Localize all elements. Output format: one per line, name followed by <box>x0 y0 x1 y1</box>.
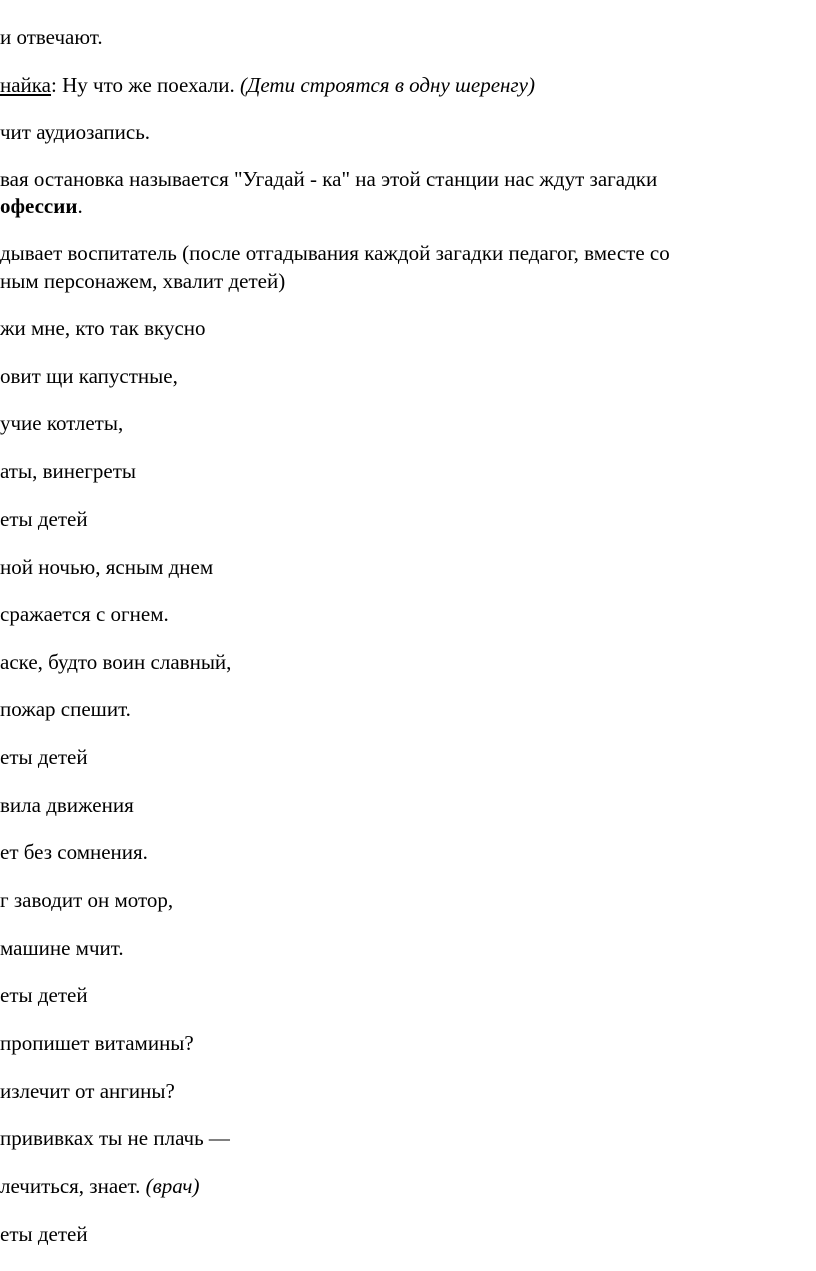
speaker-separator: : <box>51 73 63 97</box>
line-text: г заводит он мотор, <box>0 888 174 912</box>
line-text: аске, будто воин славный, <box>0 650 232 674</box>
text-line <box>0 269 285 293</box>
riddle-line <box>0 650 231 674</box>
answer-line <box>0 1222 88 1246</box>
answer-line <box>0 745 88 769</box>
line-text: ет без сомнения. <box>0 840 148 864</box>
line-text: ным персонажем, хвалит детей) <box>0 269 286 293</box>
riddle-line <box>0 1079 175 1103</box>
riddle-line <box>0 459 136 483</box>
riddle-line <box>0 1126 230 1150</box>
text-line <box>0 167 657 191</box>
line-text: машине мчит. <box>0 936 124 960</box>
speaker-line <box>0 73 535 97</box>
riddle-line <box>0 697 131 721</box>
answer-line <box>0 983 88 1007</box>
speaker-name: найка <box>0 73 52 97</box>
line-text: дывает воспитатель (после отгадывания каждой загадки педагог, вместе со <box>0 241 670 265</box>
riddle-line <box>0 555 213 579</box>
riddle-line <box>0 316 206 340</box>
line-text: сражается с огнем. <box>0 602 169 626</box>
line-text: ной ночью, ясным днем <box>0 555 214 579</box>
riddle-line <box>0 793 134 817</box>
text-line <box>0 194 83 218</box>
text-line <box>0 120 150 144</box>
line-text: еты детей <box>0 1222 88 1246</box>
riddle-line <box>0 840 148 864</box>
line-text: овит щи капустные, <box>0 364 178 388</box>
line-text: пропишет витамины? <box>0 1031 194 1055</box>
riddle-line <box>0 1174 199 1198</box>
line-text: жи мне, кто так вкусно <box>0 316 206 340</box>
line-text: вила движения <box>0 793 134 817</box>
text-line <box>0 241 670 265</box>
line-text: учие котлеты, <box>0 411 124 435</box>
bold-term: офессии <box>0 194 78 218</box>
line-text: прививках ты не плачь — <box>0 1126 230 1150</box>
riddle-line <box>0 888 173 912</box>
line-text: еты детей <box>0 745 88 769</box>
line-text: и отвечают. <box>0 25 103 49</box>
riddle-line <box>0 936 124 960</box>
line-text: . <box>77 194 83 218</box>
riddle-line <box>0 364 178 388</box>
line-text: вая остановка называется "Угадай - ка" на этой станции нас ждут загадки <box>0 167 658 191</box>
line-text: излечит от ангины? <box>0 1079 175 1103</box>
riddle-line <box>0 1031 194 1055</box>
line-text: чит аудиозапись. <box>0 120 151 144</box>
line-text: Ну что же поехали. <box>62 73 241 97</box>
text-line <box>0 25 103 49</box>
line-text: еты детей <box>0 507 88 531</box>
riddle-answer: (врач) <box>145 1174 200 1198</box>
line-text: лечиться, знает. <box>0 1174 146 1198</box>
line-text: еты детей <box>0 983 88 1007</box>
line-text: аты, винегреты <box>0 459 136 483</box>
riddle-line <box>0 602 169 626</box>
stage-direction: (Дети строятся в одну шеренгу) <box>240 73 535 97</box>
line-text: пожар спешит. <box>0 697 131 721</box>
riddle-line <box>0 411 123 435</box>
answer-line <box>0 507 88 531</box>
